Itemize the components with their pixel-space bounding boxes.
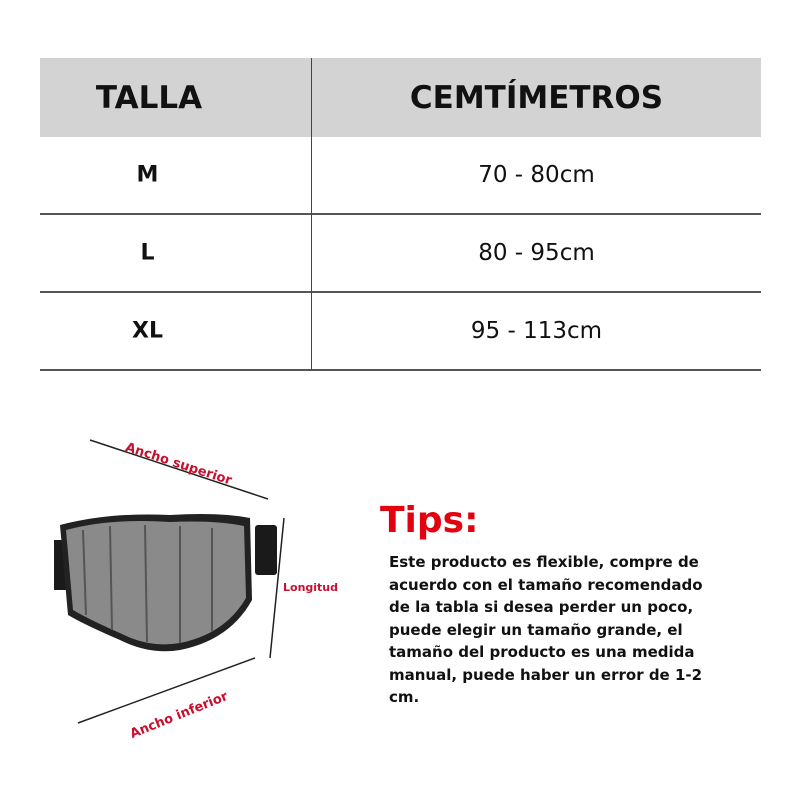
size-cell: M (136, 162, 159, 188)
cm-cell: 70 - 80cm (478, 162, 595, 188)
tips-line: puede elegir un tamaño grande, el (389, 620, 683, 639)
header-size: TALLA (95, 79, 203, 116)
tips-text (389, 551, 703, 709)
size-cell: L (140, 240, 155, 266)
header-cm: CEMTÍMETROS (409, 79, 664, 116)
belt-image (54, 514, 277, 651)
cm-cell: 95 - 113cm (470, 318, 603, 344)
tips-line: cm. (389, 688, 420, 706)
cm-cell: 80 - 95cm (478, 240, 595, 266)
size-cell: XL (132, 318, 163, 344)
tips-line: Este producto es flexible, compre de (389, 553, 699, 571)
tips-line: de la tabla si desea perder un poco, (389, 598, 694, 616)
bottom-width-label: Ancho inferior (128, 688, 231, 742)
length-label: Longitud (283, 581, 339, 594)
tips-line: acuerdo con el tamaño recomendado (389, 575, 703, 594)
tips-line: manual, puede haber un error de 1-2 (389, 665, 703, 684)
tips-line: tamaño del producto es una medida (389, 643, 695, 661)
top-width-label: Ancho superior (123, 440, 234, 489)
tips-title: Tips: (380, 500, 479, 541)
